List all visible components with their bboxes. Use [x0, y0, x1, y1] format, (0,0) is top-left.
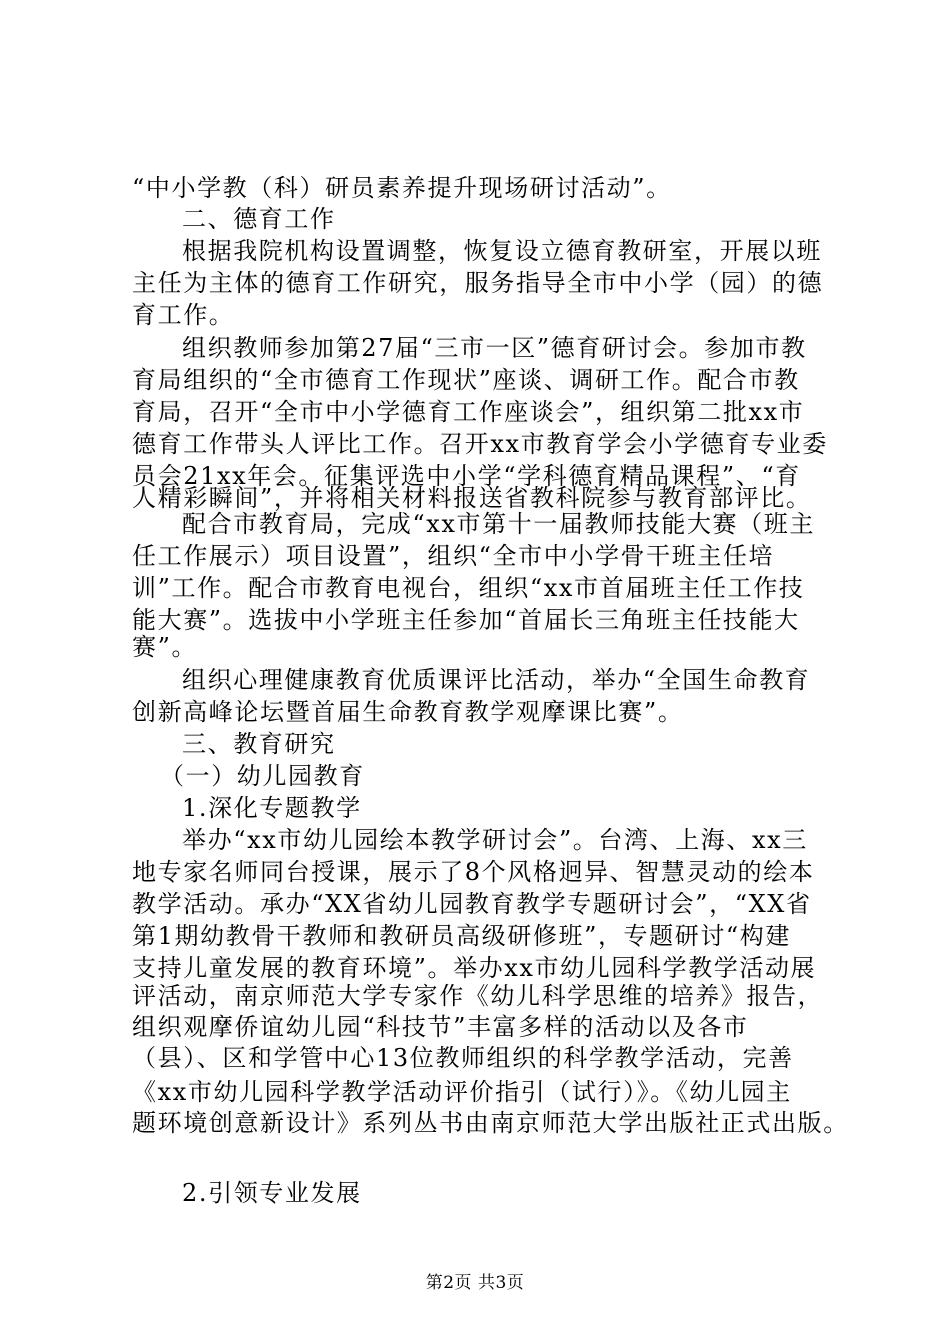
page-number-footer: 第2页 共3页 — [425, 1273, 525, 1293]
section-heading: 二、德育工作 — [182, 205, 336, 233]
body-line: 人精彩瞬间”，并将相关材料报送省教科院参与教育部评比。 — [132, 484, 812, 512]
body-line: 《xx市幼儿园科学教学活动评价指引（试行）》。《幼儿园主 — [132, 1078, 792, 1106]
body-line: 创新高峰论坛暨首届生命教育教学观摩课比赛”。 — [132, 698, 684, 726]
body-line: 组织心理健康教育优质课评比活动，举办“全国生命教育 — [182, 666, 811, 694]
subsection-heading: （一）幼儿园教育 — [160, 762, 365, 790]
body-line: 地专家名师同台授课，展示了8个风格迥异、智慧灵动的绘本 — [132, 858, 815, 886]
body-line: 赛”。 — [132, 633, 198, 661]
body-line: 组织教师参加第27届“三市一区”德育研讨会。参加市教 — [182, 334, 807, 362]
body-line: “中小学教（科）研员素养提升现场研讨活动”。 — [132, 174, 672, 202]
body-line: 配合市教育局，完成“xx市第十一届教师技能大赛（班主 — [182, 510, 815, 538]
subsection-heading: 2.引领专业发展 — [182, 1179, 362, 1207]
body-line: 根据我院机构设置调整，恢复设立德育教研室，开展以班 — [182, 237, 822, 265]
body-line: 组织观摩侨谊幼儿园“科技节”丰富多样的活动以及各市 — [132, 1013, 749, 1041]
body-line: 教学活动。承办“XX省幼儿园教育教学专题研讨会”，“XX省 — [132, 890, 812, 918]
body-line: 育局组织的“全市德育工作现状”座谈、调研工作。配合市教 — [132, 366, 800, 394]
body-line: 举办“xx市幼儿园绘本教学研讨会”。台湾、上海、xx三 — [182, 826, 808, 854]
body-line: 第1期幼教骨干教师和教研员高级研修班”，专题研讨“构建 — [132, 922, 792, 950]
subsection-heading: 1.深化专题教学 — [182, 794, 362, 822]
body-line: 支持儿童发展的教育环境”。举办xx市幼儿园科学教学活动展 — [132, 954, 817, 982]
body-line: 育局，召开“全市中小学德育工作座谈会”，组织第二批xx市 — [132, 398, 805, 426]
body-line: 任工作展示）项目设置”，组织“全市中小学骨干班主任培 — [132, 542, 775, 570]
body-line: 德育工作带头人评比工作。召开xx市教育学会小学德育专业委 — [132, 430, 828, 458]
body-line: 育工作。 — [132, 301, 235, 329]
body-line: （县）、区和学管中心13位教师组织的科学教学活动，完善 — [132, 1044, 794, 1072]
body-line: 主任为主体的德育工作研究，服务指导全市中小学（园）的德 — [132, 269, 824, 297]
body-line: 评活动，南京师范大学专家作《幼儿科学思维的培养》报告， — [132, 982, 824, 1010]
body-line: 训”工作。配合市教育电视台，组织“xx市首届班主任工作技 — [132, 574, 805, 602]
body-line: 能大赛”。选拔中小学班主任参加“首届长三角班主任技能大 — [132, 606, 800, 634]
section-heading: 三、教育研究 — [182, 730, 336, 758]
body-line: 员会21xx年会。征集评选中小学“学科德育精品课程”、“育 — [132, 462, 801, 490]
body-line: 题环境创意新设计》系列丛书由南京师范大学出版社正式出版。 — [132, 1109, 849, 1137]
